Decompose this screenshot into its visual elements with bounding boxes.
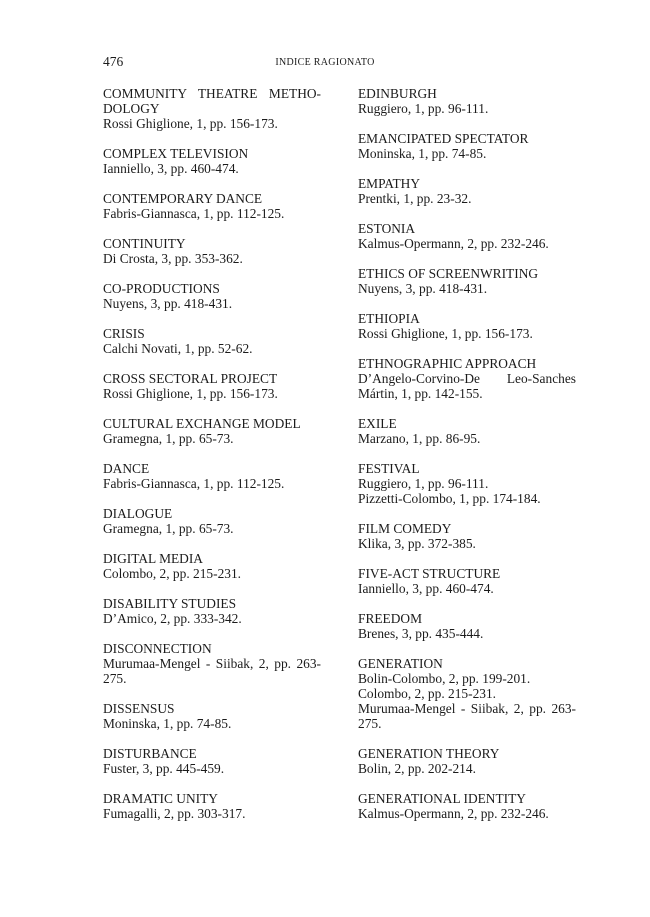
entry-reference: Moninska, 1, pp. 74-85. (358, 146, 487, 161)
entry-reference: Klika, 3, pp. 372-385. (358, 536, 476, 551)
entry-term: EMANCIPATED SPECTATOR (358, 131, 529, 146)
entry-reference: Colombo, 2, pp. 215-231. (103, 566, 241, 581)
entry-reference: 275. (358, 716, 382, 731)
entry-reference: Ruggiero, 1, pp. 96-111. (358, 101, 489, 116)
entry-term: CO-PRODUCTIONS (103, 281, 220, 296)
index-entry (103, 416, 321, 446)
index-entry (103, 281, 321, 311)
entry-term: EMPATHY (358, 176, 421, 191)
entry-term: FILM COMEDY (358, 521, 452, 536)
index-entry (103, 191, 321, 221)
entry-term: EDINBURGH (358, 86, 437, 101)
entry-term: DANCE (103, 461, 150, 476)
entry-term: EXILE (358, 416, 397, 431)
entry-term: ETHNOGRAPHIC APPROACH (358, 356, 537, 371)
index-entry (358, 746, 576, 776)
index-entry (358, 266, 576, 296)
index-entry (103, 791, 321, 821)
index-entry (103, 596, 321, 626)
index-entry (358, 791, 576, 821)
index-entry (358, 416, 576, 446)
index-entry (358, 461, 576, 506)
entry-reference: Nuyens, 3, pp. 418-431. (103, 296, 233, 311)
index-entry (103, 146, 321, 176)
entry-reference: Marzano, 1, pp. 86-95. (358, 431, 481, 446)
entry-reference: Moninska, 1, pp. 74-85. (103, 716, 232, 731)
entry-reference: D’Angelo-Corvino-De Leo-Sanches (358, 371, 576, 386)
entry-term: CRISIS (103, 326, 145, 341)
index-entry (358, 356, 576, 401)
index-entry (103, 506, 321, 536)
entry-reference: Fumagalli, 2, pp. 303-317. (103, 806, 246, 821)
entry-term: FREEDOM (358, 611, 422, 626)
entry-reference: Murumaa-Mengel - Siibak, 2, pp. 263- (103, 656, 321, 671)
entry-reference: Kalmus-Opermann, 2, pp. 232-246. (358, 236, 549, 251)
entry-reference: Fabris-Giannasca, 1, pp. 112-125. (103, 206, 285, 221)
index-entry (103, 86, 321, 131)
entry-reference: Gramegna, 1, pp. 65-73. (103, 521, 234, 536)
entry-term: DISABILITY STUDIES (103, 596, 237, 611)
entry-term: ETHICS OF SCREENWRITING (358, 266, 539, 281)
entry-reference: Mártin, 1, pp. 142-155. (358, 386, 483, 401)
entry-reference: Prentki, 1, pp. 23-32. (358, 191, 472, 206)
entry-reference: Bolin, 2, pp. 202-214. (358, 761, 476, 776)
entry-term: DIGITAL MEDIA (103, 551, 203, 566)
entry-term: CONTEMPORARY DANCE (103, 191, 263, 206)
entry-term: DRAMATIC UNITY (103, 791, 218, 806)
running-title: INDICE RAGIONATO (275, 57, 375, 68)
entry-term: ESTONIA (358, 221, 416, 236)
entry-reference: Murumaa-Mengel - Siibak, 2, pp. 263- (358, 701, 576, 716)
entry-reference: Fuster, 3, pp. 445-459. (103, 761, 225, 776)
entry-term: FIVE-ACT STRUCTURE (358, 566, 501, 581)
entry-reference: Ianniello, 3, pp. 460-474. (358, 581, 494, 596)
index-entry (358, 86, 576, 116)
entry-reference: Ruggiero, 1, pp. 96-111. (358, 476, 489, 491)
index-entry (103, 326, 321, 356)
index-column-left (103, 86, 321, 836)
index-entry (358, 311, 576, 341)
entry-reference: Di Crosta, 3, pp. 353-362. (103, 251, 243, 266)
entry-term: GENERATION THEORY (358, 746, 500, 761)
index-entry (103, 701, 321, 731)
entry-reference: Ianniello, 3, pp. 460-474. (103, 161, 239, 176)
index-entry (103, 641, 321, 686)
entry-reference: Kalmus-Opermann, 2, pp. 232-246. (358, 806, 549, 821)
entry-term: FESTIVAL (358, 461, 420, 476)
entry-term: CONTINUITY (103, 236, 186, 251)
entry-term: DIALOGUE (103, 506, 173, 521)
entry-reference: Bolin-Colombo, 2, pp. 199-201. (358, 671, 531, 686)
entry-term: COMPLEX TELEVISION (103, 146, 249, 161)
index-entry (358, 656, 576, 731)
index-entry (103, 371, 321, 401)
entry-term: DISCONNECTION (103, 641, 212, 656)
index-entry (358, 131, 576, 161)
entry-reference: D’Amico, 2, pp. 333-342. (103, 611, 242, 626)
entry-reference: Gramegna, 1, pp. 65-73. (103, 431, 234, 446)
entry-term: COMMUNITY THEATRE METHO- (103, 86, 321, 101)
entry-reference: Rossi Ghiglione, 1, pp. 156-173. (103, 386, 278, 401)
entry-reference: Rossi Ghiglione, 1, pp. 156-173. (103, 116, 278, 131)
page-number: 476 (103, 54, 124, 69)
entry-reference: Fabris-Giannasca, 1, pp. 112-125. (103, 476, 285, 491)
entry-term: GENERATIONAL IDENTITY (358, 791, 526, 806)
entry-line: DOLOGY (103, 101, 160, 116)
entry-reference: Pizzetti-Colombo, 1, pp. 174-184. (358, 491, 541, 506)
entry-term: DISTURBANCE (103, 746, 197, 761)
entry-reference: Colombo, 2, pp. 215-231. (358, 686, 496, 701)
index-entry (103, 746, 321, 776)
entry-term: GENERATION (358, 656, 443, 671)
index-entry (103, 551, 321, 581)
index-entry (358, 176, 576, 206)
entry-reference: 275. (103, 671, 127, 686)
index-entry (358, 611, 576, 641)
index-entry (103, 461, 321, 491)
index-column-right (358, 86, 576, 836)
entry-term: ETHIOPIA (358, 311, 420, 326)
entry-term: CROSS SECTORAL PROJECT (103, 371, 278, 386)
index-entry (358, 521, 576, 551)
index-entry (358, 566, 576, 596)
entry-term: DISSENSUS (103, 701, 175, 716)
entry-term: CULTURAL EXCHANGE MODEL (103, 416, 301, 431)
entry-reference: Brenes, 3, pp. 435-444. (358, 626, 484, 641)
entry-reference: Rossi Ghiglione, 1, pp. 156-173. (358, 326, 533, 341)
index-entry (358, 221, 576, 251)
index-entry (103, 236, 321, 266)
entry-reference: Nuyens, 3, pp. 418-431. (358, 281, 488, 296)
entry-reference: Calchi Novati, 1, pp. 52-62. (103, 341, 253, 356)
